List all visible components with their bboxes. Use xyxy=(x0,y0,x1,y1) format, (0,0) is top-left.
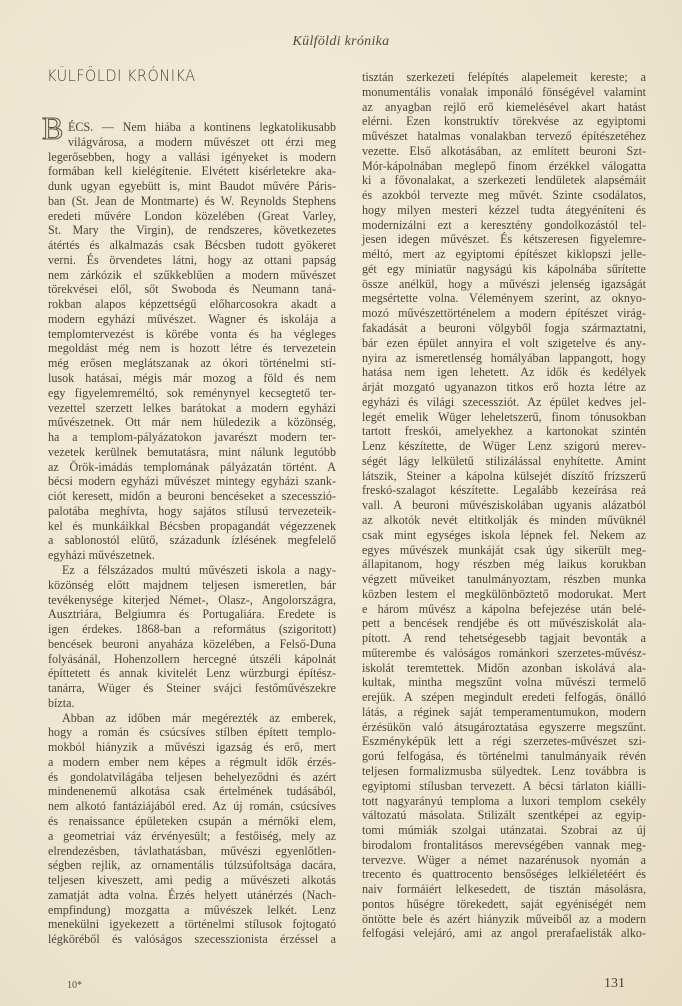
text-line: teljesen formalizmusba sülyedtek. Lenz továbbra is xyxy=(362,763,646,778)
text-line: pontos hűségre törekedett, saját egyéniségét nem xyxy=(362,896,646,911)
text-line: egyiptomi stílusban tervezett. A bécsi tárlaton kiálli- xyxy=(362,778,646,793)
text-line: erejük. A szépen megindult eredeti felfogás, önálló xyxy=(362,690,646,705)
text-line: zamatját adta volna. Érzés helyett utánérzés (Nach- xyxy=(48,887,336,902)
text-line: monumentális vonalak imponáló fönségével valamint xyxy=(362,84,646,99)
right-column xyxy=(362,70,646,941)
left-column xyxy=(48,120,336,947)
text-line: össze anélkül, hogy a művészi jelenség igazságát xyxy=(362,276,646,291)
text-line: Abban az időben már megérezték az emberek, xyxy=(62,710,336,725)
text-line: az alkotók nevét eltitkolják és minden művüknél xyxy=(362,512,646,527)
text-line: naiv formáiért lelkesedett, de tisztán másolásra, xyxy=(362,882,646,897)
text-line: Mór-kápolnában meglepő finom érzékkel válogatta xyxy=(362,158,646,173)
text-line: ki a fővonalakat, a szerkezeti lendületek alapsémáit xyxy=(362,173,646,188)
drop-cap: B xyxy=(42,110,64,146)
text-line: igen érdekes. 1868-ban a református (szigoritott) xyxy=(48,622,336,637)
text-line: a geometriai váz érvényesült; a festőiség, mely az xyxy=(48,828,336,843)
text-line: egyházi és világi szecessziót. Az épület kedves jel- xyxy=(362,394,646,409)
text-line: árját mozgató ugyanazon titkos erő hozta létre az xyxy=(362,380,646,395)
text-line: a modern ember nem képes a régmult idők érzés- xyxy=(48,754,336,769)
text-line: és azokból tervezte meg művét. Szinte csodálatos, xyxy=(362,188,646,203)
text-line: tomi múmiák szolgai utánzatai. Szobrai az új xyxy=(362,823,646,838)
text-line: művészet hatalmas vonalakban tervező építészetéhez xyxy=(362,129,646,144)
text-line: Eszményképük lett a régi szerzetes-művészet szi- xyxy=(362,734,646,749)
text-line: ciót keresett, midőn a beuroni bencéseket a szecesszió- xyxy=(48,489,336,504)
text-line: végzett műveiket tanulmányoztam, részben munka xyxy=(362,572,646,587)
text-line: elérni. Ezen konstruktív törekvése az egyiptomi xyxy=(362,114,646,129)
text-line: tervezve. Wüger a német nazarénusok nyomán a xyxy=(362,852,646,867)
text-line: megoldást még nem is hozott létre és tervezetein xyxy=(48,341,336,356)
text-line: menekülni igyekezett a történelmi stílusok fojtogató xyxy=(48,917,336,932)
signature-mark: 10* xyxy=(67,980,82,991)
text-line: modern egyházi művészet. Wagner és iskolája a xyxy=(48,311,336,326)
text-line: tott nagyarányú temploma a luxori templom csekély xyxy=(362,793,646,808)
text-line: bécsi modern egyházi művészet mintegy egyházi szank- xyxy=(48,474,336,489)
text-line: közönség előtt majdnem teljesen ismeretlen, bár xyxy=(48,577,336,592)
text-line: az anyagban rejlő erő kiemelésével akart hatást xyxy=(362,99,646,114)
text-line: bencések beuroni anyaháza közelében, a Felső-Duna xyxy=(48,636,336,651)
text-line: egy figyelemreméltó, sok reménynyel kecsegtető ter- xyxy=(48,385,336,400)
text-line: pett a bencések rendjébe és ott művésziskolát ala- xyxy=(362,616,646,631)
text-line: ségben rejlik, az ornamentális túlzsúfoltsága dacára, xyxy=(48,858,336,873)
text-line: egyes művészek munkáját csak úgy sikerült meg- xyxy=(362,542,646,557)
text-line: gorú felfogása, és történelmi tanulmányaik révén xyxy=(362,749,646,764)
text-line: közben lestem el megkülönböztető modorukat. Mert xyxy=(362,586,646,601)
text-line: eredeti művére London közelében (Great Varley, xyxy=(48,208,336,223)
text-line: bár ezen épület annyira el volt szigetelve és any- xyxy=(362,335,646,350)
text-line: és gondolatvilágába teljesen behelyeződni és azért xyxy=(48,769,336,784)
text-line: látás, a réginek saját temperamentumukon, modern xyxy=(362,704,646,719)
text-line: e három művész a kápolna befejezése után belé- xyxy=(362,601,646,616)
text-line: hogy milyen mesteri kézzel tudta átegyéníteni és xyxy=(362,202,646,217)
text-line: törekvései elől, sőt Swoboda és Neumann taná- xyxy=(48,282,336,297)
text-line: bízta. xyxy=(48,695,75,710)
text-line: és renaissance épületeken csupán a mérnöki elem, xyxy=(48,813,336,828)
text-line: Ez a félszázados multú művészeti iskola a nagy- xyxy=(62,562,336,577)
text-line: birodalom frontalitásos merevségében vannak meg- xyxy=(362,837,646,852)
text-line: felfogási velejáró, ami az angol prerafaelisták alko- xyxy=(362,926,646,941)
text-line: kel és munkáikkal Bécsben propagandát végezzenek xyxy=(48,518,336,533)
text-line: méltó, mert az egyiptomi építészet kiklopszi jelle- xyxy=(362,247,646,262)
text-line: ÉCS. — Nem hiába a kontinens legkatolikusabb xyxy=(68,120,336,134)
text-line: megsértette volna. Véleményem szerint, az oknyo- xyxy=(362,291,646,306)
text-line: verni. És örvendetes látni, hogy az ottani papság xyxy=(48,252,336,267)
text-line: látszik, Steiner a kápolna külsejét díszítő frízszerű xyxy=(362,468,646,483)
text-line: ségét lágy lelkületű stilizálással enyhítette. Amint xyxy=(362,453,646,468)
text-line: fakadását a beuroni völgyből fogja származtatni, xyxy=(362,321,646,336)
text-line: vezettel szerzett lelkes barátokat a modern egyházi xyxy=(48,400,336,415)
text-line: légköréből és valóságos szecesszionista érzéssel a xyxy=(48,932,336,947)
text-line: hatása nem igen lehetett. Az idők és kedélyek xyxy=(362,365,646,380)
text-line: tisztán szerkezeti felépítés alapelemeit kereste; a xyxy=(362,70,646,84)
text-line: lusok hatásai, mégis már mozog a föld és nem xyxy=(48,371,336,386)
text-line: modernizálni ezt a keresztény gondolkozástól tel- xyxy=(362,217,646,232)
text-line: változatú másolata. Stilizált szentképei az egyip- xyxy=(362,808,646,823)
text-line: jesen idegen művészet. És kétszeresen figyelemre- xyxy=(362,232,646,247)
text-line: érzésükön való átsugároztatása egyszerre megszűnt. xyxy=(362,719,646,734)
text-line: mozó művészettörténelem a modern építészet virág- xyxy=(362,306,646,321)
text-line: rokban alapos képzettségű előharcosokra akadt a xyxy=(48,297,336,312)
text-line: gét egy miniatür nagyságú kis kápolnába sűrítette xyxy=(362,261,646,276)
text-line: ha a templom-pályázatokon javarészt modern ter- xyxy=(48,430,336,445)
text-line: empfindung) mozgatta a művészek lelkét. Lenz xyxy=(48,902,336,917)
running-head: Külföldi krónika xyxy=(292,34,390,49)
text-line: csak mint egységes iskola lépnek fel. Nekem az xyxy=(362,527,646,542)
text-line: mindenenemű alkotása csak értelmének tudásából, xyxy=(48,784,336,799)
text-line: legét emelik Wüger leheletszerű, finom tónusokban xyxy=(362,409,646,424)
text-line: iskolát teremtettek. Midőn azonban iskolává ala- xyxy=(362,660,646,675)
text-line: hogy a román és csúcsíves stílben épített templo- xyxy=(48,725,336,740)
page-number: 131 xyxy=(604,976,625,991)
text-line: nyira az ismeretlenség homályában lappangott, hogy xyxy=(362,350,646,365)
text-line: dunk ugyan egyebütt is, mint Baudot művére Páris- xyxy=(48,179,336,194)
text-line: vall. A beuroni művésziskolában ugyanis alázatból xyxy=(362,498,646,513)
text-line: elrendezésben, távlathatásban, művészi egyenlőtlen- xyxy=(48,843,336,858)
text-line: folyásánál, Hohenzollern hercegné útszéli kápolnát xyxy=(48,651,336,666)
text-line: trecento és quattrocento bensőséges lelkiéletéért és xyxy=(362,867,646,882)
text-line: még erősen meglátszanak az ókori történelmi stí- xyxy=(48,356,336,371)
text-line: teljesen kiveszett, ami pedig a művészeti alkotás xyxy=(48,873,336,888)
text-line: Lenz készítette, de Wüger Lenz szigorú merev- xyxy=(362,439,646,454)
text-line: formában kell kielégítenie. Elvétett kisérletekre aka- xyxy=(48,164,336,179)
text-line: Ausztriára, Belgiumra és Portugaliára. Eredete is xyxy=(48,607,336,622)
text-line: tartott freskói, amelyekhez a kartonokat szintén xyxy=(362,424,646,439)
text-line: vezetek kerülnek bemutatásra, mint nálunk legutóbb xyxy=(48,444,336,459)
text-line: öntötte bele és azért hiányzik műveiből az a modern xyxy=(362,911,646,926)
text-line: nem alkotó fantáziájából ered. Az új román, csúcsíves xyxy=(48,799,336,814)
text-line: műterembe és valóságos románkori szerzetes-művész- xyxy=(362,645,646,660)
text-line: legerősebben, hogy a vallási igényeket is modern xyxy=(48,149,336,164)
text-line: freskó-szalagot készítette. Legalább kezeírása reá xyxy=(362,483,646,498)
text-line: kultak, mintha megszűnt volna művészi termelő xyxy=(362,675,646,690)
text-line: állapitanom, hogy részben még laikus korukban xyxy=(362,557,646,572)
text-line: építtetett és annak kivitelét Lenz würzburgi építész- xyxy=(48,666,336,681)
text-line: mokból hiányzik a művészi igazság és erő, mert xyxy=(48,740,336,755)
text-line: St. Mary the Virgin), de rendszeres, következetes xyxy=(48,223,336,238)
text-line: ban (St. Jean de Montmarte) és W. Reynolds Stephens xyxy=(48,193,336,208)
text-line: a sablonostól elütő, századunk ízlésének megfelelő xyxy=(48,533,336,548)
text-line: palotába meghívta, hogy sajátos stílusú tervezeteik- xyxy=(48,503,336,518)
article-title: KÜLFÖLDI KRÓNIKA xyxy=(47,66,196,85)
text-line: tanárra, Wüger és Steiner svájci festőművészekre xyxy=(48,681,336,696)
text-line: tevékenysége kiterjed Német-, Olasz-, Angolországra, xyxy=(48,592,336,607)
text-line: az Örök-imádás templomának pályázatán történt. A xyxy=(48,459,336,474)
text-line: átértés és alkalmazás csak Bécsben tudott gyökeret xyxy=(48,238,336,253)
text-line: egyházi művészetnek. xyxy=(48,548,155,563)
text-line: világvárosa, a modern művészet ott érzi meg xyxy=(68,134,336,149)
text-line: művészetnek. Ott már nem hüledezik a közönség, xyxy=(48,415,336,430)
text-line: templomtervezést is körébe vonta és ha végleges xyxy=(48,326,336,341)
text-line: vezette. Első alkotásában, az említett beuroni Szt- xyxy=(362,143,646,158)
text-line: pított. A rend tehetségesebb tagjait bevonták a xyxy=(362,631,646,646)
text-line: nem zárkózik el szűkkeblűen a modern művészet xyxy=(48,267,336,282)
